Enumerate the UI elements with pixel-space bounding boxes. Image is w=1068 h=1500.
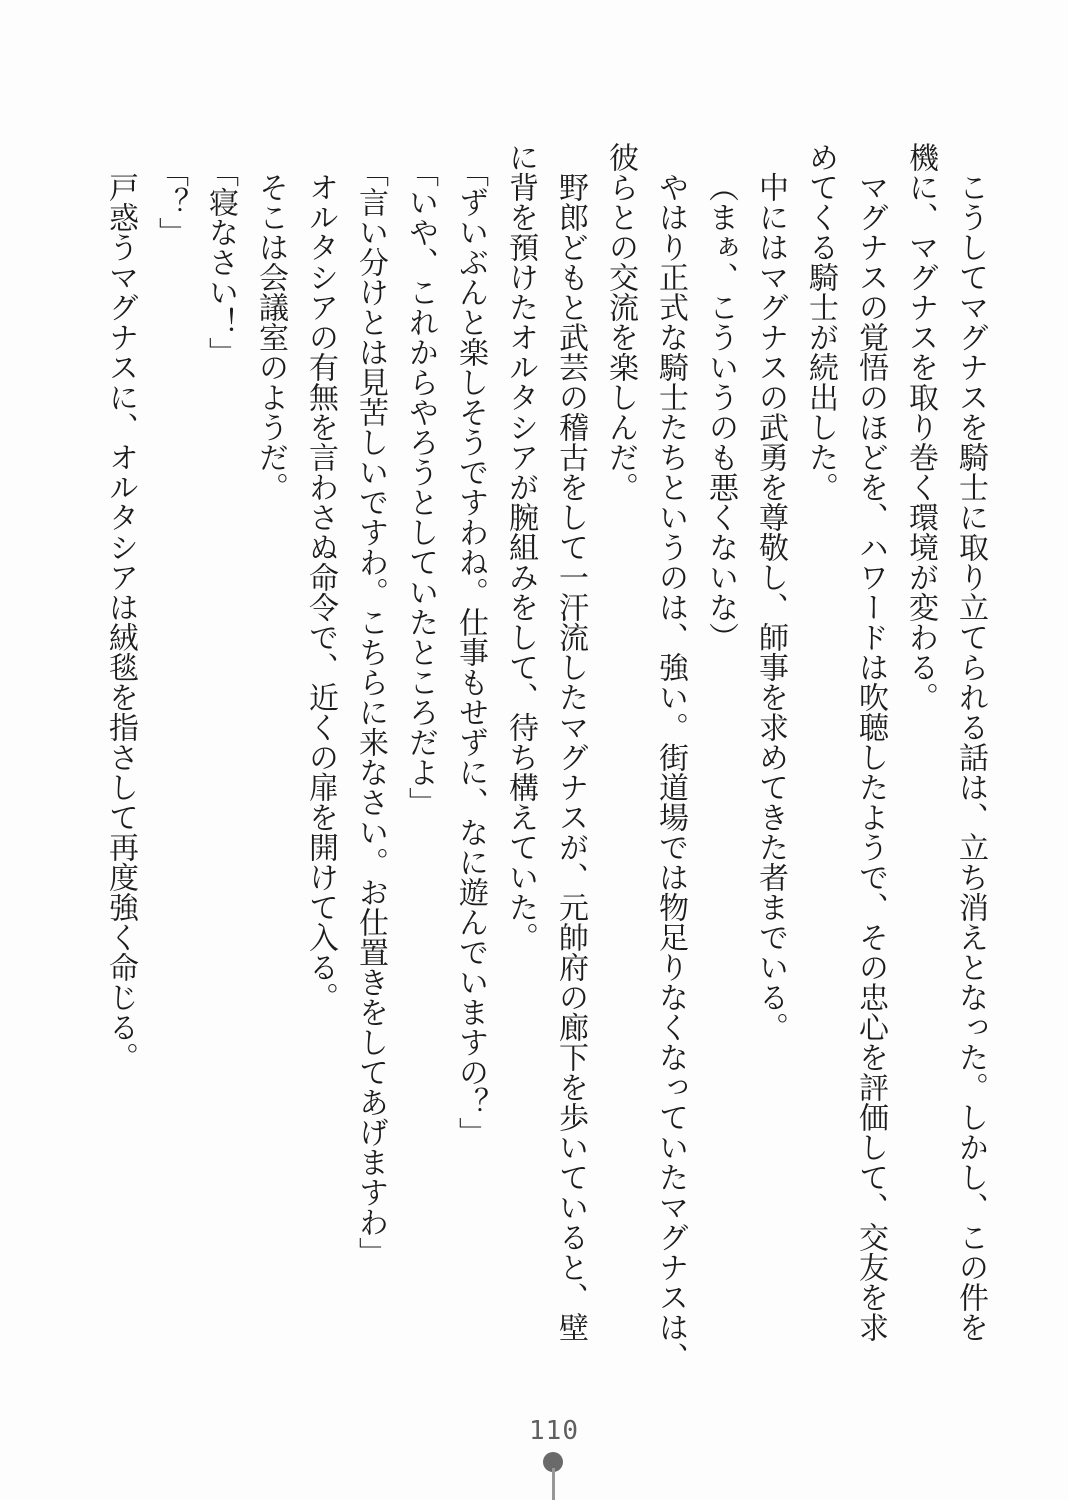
text-column-16: 「寝なさい！」: [204, 157, 237, 367]
text-column-7: やはり正式な騎士たちというのは、強い。街道場では物足りなくなっていたマグナスは、: [654, 172, 687, 1372]
text-column-13: 「言い分けとは見苦しいですわ。こちらに来なさい。お仕置きをしてあげますわ」: [354, 157, 387, 1267]
text-column-5: 中にはマグナスの武勇を尊敬し、師事を求めてきた者までいる。: [754, 172, 787, 1042]
text-column-17: 「？」: [154, 157, 187, 247]
text-column-9: 野郎どもと武芸の稽古をして一汗流したマグナスが、元帥府の廊下を歩いていると、壁: [554, 172, 587, 1342]
text-column-15: そこは会議室のようだ。: [254, 172, 287, 502]
text-column-11: 「ずいぶんと楽しそうですわね。仕事もせずに、なに遊んでいますの？」: [454, 157, 487, 1147]
text-column-12: 「いや、これからやろうとしていたところだよ」: [404, 157, 437, 817]
text-column-4: めてくる騎士が続出した。: [804, 142, 837, 502]
text-column-8: 彼らとの交流を楽しんだ。: [604, 142, 637, 502]
footer-rule-line: [552, 1468, 555, 1500]
body-text-block: [95, 142, 995, 1404]
text-column-14: オルタシアの有無を言わさぬ命令で、近くの扉を開けて入る。: [304, 172, 337, 1012]
text-column-2: 機に、マグナスを取り巻く環境が変わる。: [904, 142, 937, 712]
text-column-3: マグナスの覚悟のほどを、ハワードは吹聴したようで、その忠心を評価して、交友を求: [854, 172, 887, 1342]
page-number: 110: [529, 1416, 579, 1446]
text-column-6: （まぁ、こういうのも悪くないな）: [704, 172, 737, 652]
text-column-10: に背を預けたオルタシアが腕組みをして、待ち構えていた。: [504, 142, 537, 952]
text-column-18: 戸惑うマグナスに、オルタシアは絨毯を指さして再度強く命じる。: [104, 172, 137, 1072]
text-column-1: こうしてマグナスを騎士に取り立てられる話は、立ち消えとなった。しかし、この件を: [954, 172, 987, 1342]
